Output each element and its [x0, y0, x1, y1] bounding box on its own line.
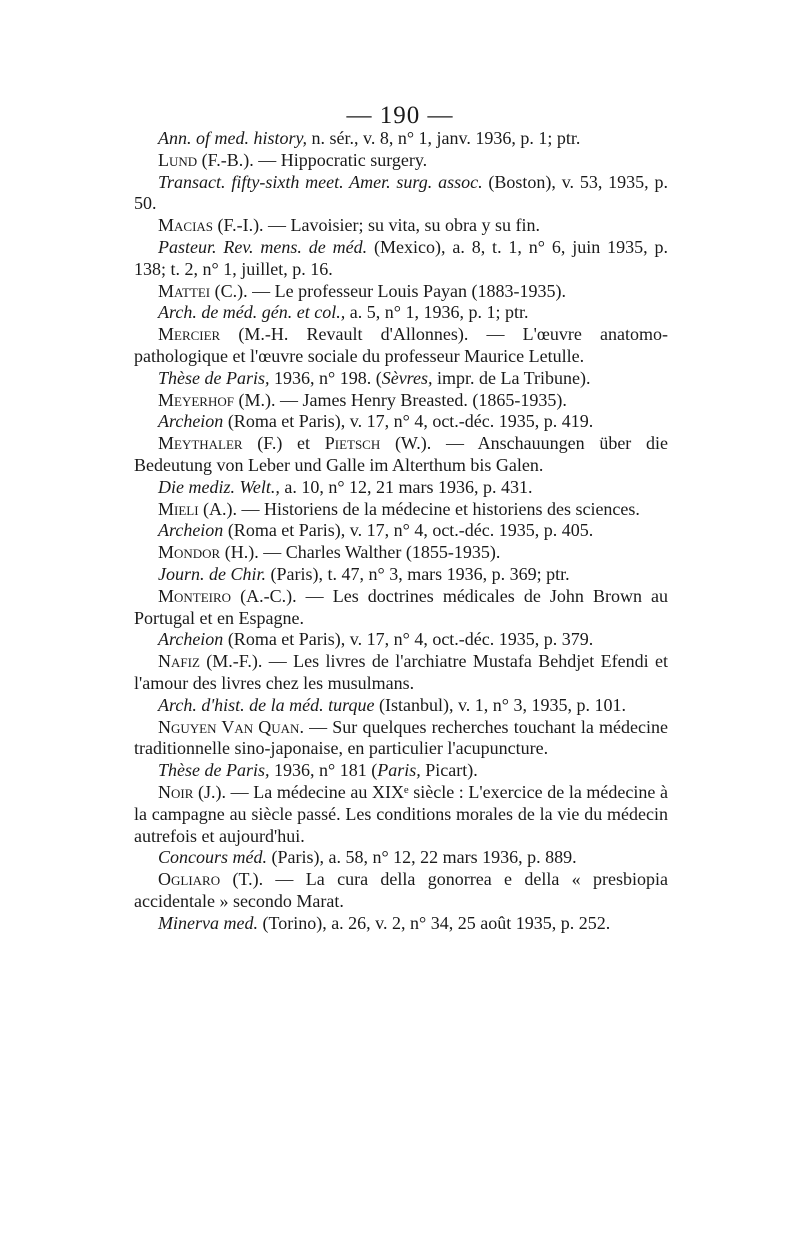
- entry-heading: [134, 324, 668, 368]
- bibliography-entry: [134, 869, 668, 934]
- entry-heading: [134, 390, 668, 412]
- journal-title: Archeion: [158, 629, 224, 650]
- journal-title: Arch. de méd. gén. et col.,: [158, 302, 346, 323]
- citation-detail: (Paris), a. 58, n° 12, 22 mars 1936, p. 889.: [267, 847, 577, 868]
- entry-title: (M.-F.). — Les livres de l'archiatre Mustafa Behdjet Efendi et l'amour des livres chez les musulmans.: [134, 651, 668, 693]
- journal-title: Die mediz. Welt.,: [158, 476, 280, 497]
- bibliography-entry: [134, 433, 668, 498]
- entry-heading: [134, 215, 668, 237]
- journal-title: Concours méd.: [158, 847, 267, 868]
- citation-detail: (Torino), a. 26, v. 2, n° 34, 25 août 1935, p. 252.: [257, 912, 611, 933]
- entry-heading: [134, 869, 668, 913]
- bibliography-entry: [134, 281, 668, 325]
- author-name: Noir: [158, 781, 194, 802]
- journal-title: Pasteur. Rev. mens. de méd.: [158, 236, 368, 257]
- author-name: Mattei: [158, 280, 211, 301]
- entry-citation: [134, 629, 668, 651]
- author-name: Monteiro: [158, 585, 232, 606]
- entry-citation: [134, 695, 668, 717]
- entry-citation: [134, 477, 668, 499]
- entry-citation: [134, 760, 668, 782]
- bibliography-entry: [134, 215, 668, 280]
- entry-heading: [134, 782, 668, 847]
- entry-title: (F.-I.). — Lavoisier; su vita, su obra y su fin.: [213, 215, 541, 236]
- author-name: Lund: [158, 149, 198, 170]
- bibliography-entry: [134, 651, 668, 716]
- journal-title: Sèvres,: [381, 367, 433, 388]
- entry-title: (A.-C.). — Les doctrines médicales de John Brown au Portugal et en Espagne.: [134, 585, 668, 628]
- author-name: Meyerhof: [158, 389, 234, 410]
- author-name: Mercier: [158, 324, 221, 345]
- entry-title: (T.). — La cura della gonorrea e della « presbiopia accidentale » secondo Marat.: [134, 869, 668, 911]
- citation-detail: n. sér., v. 8, n° 1, janv. 1936, p. 1; ptr.: [307, 128, 581, 148]
- citation-detail: (Roma et Paris), v. 17, n° 4, oct.-déc. 1935, p. 405.: [223, 520, 594, 541]
- citation-detail: (Paris), t. 47, n° 3, mars 1936, p. 369; ptr.: [266, 563, 570, 584]
- journal-title: Paris,: [377, 760, 421, 781]
- citation-detail: (Istanbul), v. 1, n° 3, 1935, p. 101.: [374, 694, 626, 715]
- bibliography-entry: [134, 128, 668, 150]
- bibliography-entry: [134, 782, 668, 869]
- entry-citation: [134, 411, 668, 433]
- entry-title: (H.). — Charles Walther (1855-1935).: [220, 542, 501, 563]
- entry-citation: [134, 368, 668, 390]
- journal-title: Archeion: [158, 411, 224, 432]
- citation-detail: a. 5, n° 1, 1936, p. 1; ptr.: [345, 302, 529, 323]
- entry-title: (C.). — Le professeur Louis Payan (1883-1935).: [210, 280, 567, 301]
- citation-detail: impr. de La Tribune).: [432, 367, 591, 388]
- journal-title: Arch. d'hist. de la méd. turque: [158, 694, 375, 715]
- citation-detail: 1936, n° 181 (: [269, 760, 378, 781]
- author-name: Meythaler: [158, 433, 243, 454]
- journal-title: Journ. de Chir.: [158, 563, 266, 584]
- entry-citation: [134, 237, 668, 281]
- entry-heading: [134, 499, 668, 521]
- author-name: Macias: [158, 215, 214, 236]
- page-number: — 190 —: [346, 102, 454, 129]
- journal-title: Thèse de Paris,: [158, 367, 270, 388]
- bibliography-entry: [134, 542, 668, 586]
- author-name: Mondor: [158, 542, 221, 563]
- entry-citation: [134, 847, 668, 869]
- entry-title: (A.). — Historiens de la médecine et historiens des sciences.: [198, 498, 640, 519]
- author-name: Ogliaro: [158, 869, 221, 890]
- citation-detail: (Boston), v. 53, 1935, p. 50.: [134, 171, 668, 214]
- entry-citation: [134, 128, 668, 150]
- author-name: Pietsch: [324, 433, 381, 454]
- entry-title: (J.). — La médecine au XIXᵉ siècle : L'exercice de la médecine à la campagne au siècle passé. Les conditions morales de la vie du médecin autrefois et aujourd'hui.: [134, 781, 668, 846]
- citation-detail: 1936, n° 198. (: [269, 367, 382, 388]
- journal-title: Ann. of med. history,: [158, 128, 307, 148]
- entry-title: (F.-B.). — Hippocratic surgery.: [197, 149, 428, 170]
- entry-title: (W.). — Anschauungen über die Bedeutung von Leber und Galle im Alterthum bis Galen.: [134, 433, 668, 475]
- author-name: Mieli: [158, 498, 199, 519]
- journal-title: Thèse de Paris,: [158, 760, 270, 781]
- entry-heading: [134, 651, 668, 695]
- entry-title: (F.) et: [242, 433, 325, 454]
- journal-title: Minerva med.: [158, 912, 258, 933]
- bibliography-entry: [134, 324, 668, 389]
- citation-detail: (Mexico), a. 8, t. 1, n° 6, juin 1935, p. 138; t. 2, n° 1, juillet, p. 16.: [134, 236, 669, 279]
- bibliography-entry: [134, 717, 668, 782]
- entry-heading: [134, 281, 668, 303]
- journal-title: Transact. fifty-sixth meet. Amer. surg. assoc.: [158, 171, 483, 192]
- bibliography-entry: [134, 499, 668, 543]
- entry-title: (M.-H. Revault d'Allonnes). — L'œuvre anatomo-pathologique et l'œuvre sociale du professeur Maurice Letulle.: [134, 324, 668, 366]
- bibliography-entry: [134, 150, 668, 215]
- entry-heading: [134, 150, 668, 172]
- entry-heading: [134, 717, 668, 761]
- bibliography-entry: [134, 586, 668, 651]
- journal-title: Archeion: [158, 520, 224, 541]
- author-name: Nguyen Van Quan: [158, 716, 300, 737]
- author-name: Nafiz: [158, 651, 200, 672]
- bibliography-entry: [134, 390, 668, 434]
- entry-citation: [134, 302, 668, 324]
- entry-citation: [134, 520, 668, 542]
- entry-heading: [134, 433, 668, 477]
- entry-title: (M.). — James Henry Breasted. (1865-1935).: [233, 389, 567, 410]
- entry-citation: [134, 564, 668, 586]
- entry-heading: [134, 542, 668, 564]
- citation-detail: Picart).: [420, 760, 478, 781]
- entry-citation: [134, 913, 668, 935]
- citation-detail: a. 10, n° 12, 21 mars 1936, p. 431.: [279, 476, 533, 497]
- entry-title: . — Sur quelques recherches touchant la médecine traditionnelle sino-japonaise, en particulier l'acupuncture.: [134, 716, 669, 759]
- citation-detail: (Roma et Paris), v. 17, n° 4, oct.-déc. 1935, p. 419.: [223, 411, 594, 432]
- citation-detail: (Roma et Paris), v. 17, n° 4, oct.-déc. 1935, p. 379.: [223, 629, 594, 650]
- entry-heading: [134, 586, 668, 630]
- bibliography-list: [134, 128, 668, 934]
- entry-citation: [134, 172, 668, 216]
